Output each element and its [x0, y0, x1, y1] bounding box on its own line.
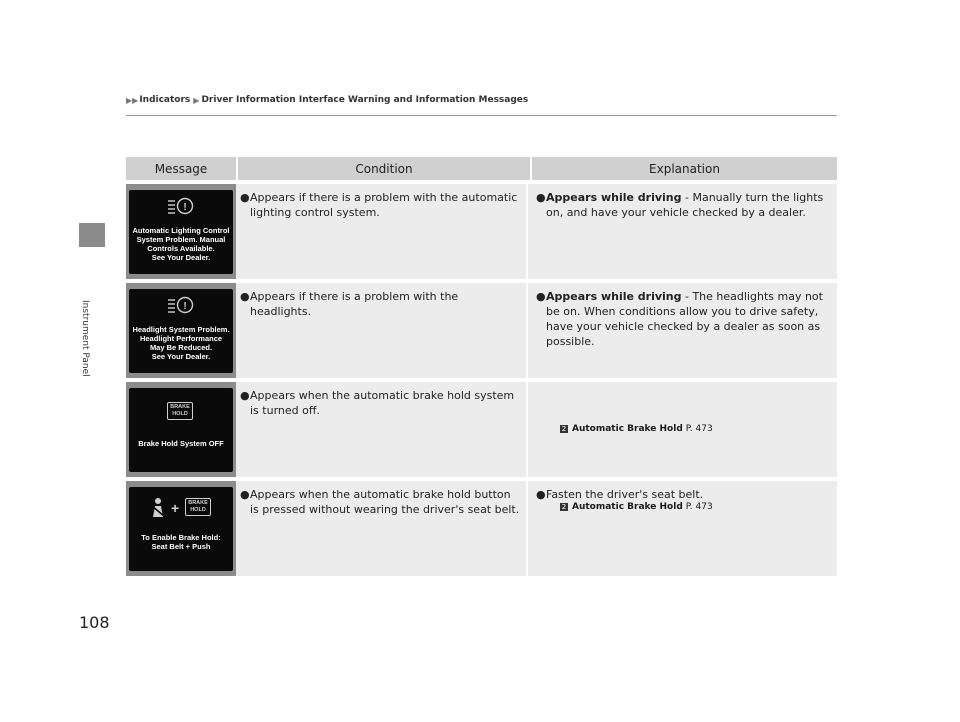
icon-label: HOLD: [172, 410, 188, 417]
screen-message: [129, 226, 233, 262]
condition-cell: [236, 184, 528, 279]
page-number: 108: [79, 613, 110, 632]
icon-label: BRAKE: [188, 499, 208, 506]
message-cell: [126, 184, 236, 279]
icon-label: HOLD: [190, 506, 206, 513]
explanation-text: - Manually turn the lights on, and have your vehicle checked by a dealer.: [546, 191, 824, 219]
message-cell: [126, 382, 236, 477]
brake-hold-icon: [185, 498, 211, 516]
table-row: [126, 382, 837, 477]
explanation-cell: [528, 283, 837, 378]
reference-page[interactable]: P. 473: [685, 424, 713, 434]
bullet-icon: ●: [536, 191, 546, 204]
explanation-cell: [528, 382, 837, 477]
section-tab: [79, 223, 105, 247]
plus-icon: +: [171, 499, 180, 516]
breadcrumb-arrow-icon: ▶: [193, 95, 200, 105]
display-screen: [129, 388, 233, 472]
explanation-text: Fasten the driver's seat belt.: [546, 488, 704, 501]
breadcrumb-item[interactable]: Indicators: [139, 95, 191, 105]
screen-message: [129, 533, 233, 551]
display-screen: [129, 487, 233, 571]
bullet-icon: ●: [240, 488, 250, 501]
condition-cell: [236, 481, 528, 576]
reference-title[interactable]: Automatic Brake Hold: [572, 424, 683, 434]
display-screen: [129, 289, 233, 373]
condition-text: Appears if there is a problem with the headlights.: [250, 290, 459, 318]
svg-text:!: !: [183, 201, 187, 213]
bullet-icon: ●: [240, 191, 250, 204]
screen-message: [129, 325, 233, 361]
column-header-explanation: Explanation: [649, 161, 720, 176]
table-row: [126, 184, 837, 279]
breadcrumb: [126, 95, 528, 105]
screen-line: System Problem. Manual: [136, 234, 226, 244]
condition-text: Appears if there is a problem with the automatic lighting control system.: [250, 191, 518, 219]
section-label: Instrument Panel: [80, 300, 90, 377]
explanation-text: - The headlights may not be on. When conditions allow you to drive safety, have your vehicle checked by a dealer as soon as possible.: [546, 290, 823, 348]
brake-hold-icon: [167, 402, 193, 420]
screen-line: See Your Dealer.: [151, 252, 211, 262]
screen-line: Brake Hold System OFF: [138, 438, 224, 448]
explanation-bold: Appears while driving: [546, 290, 682, 303]
condition-cell: [236, 382, 528, 477]
bullet-icon: ●: [240, 290, 250, 303]
bullet-icon: ●: [240, 389, 250, 402]
condition-text: Appears when the automatic brake hold button is pressed without wearing the driver's seat belt.: [250, 488, 520, 516]
header-divider: [126, 115, 837, 116]
condition-cell: [236, 283, 528, 378]
explanation-cell: [528, 184, 837, 279]
screen-message: [129, 439, 233, 448]
column-header-condition: Condition: [238, 157, 532, 180]
screen-line: See Your Dealer.: [151, 351, 211, 361]
screen-line: To Enable Brake Hold:: [141, 532, 221, 542]
breadcrumb-arrow-icon: ▶▶: [126, 95, 139, 105]
screen-line: Seat Belt + Push: [151, 541, 211, 551]
seatbelt-icon: [147, 497, 169, 519]
table-header: [126, 157, 837, 180]
headlight-warning-icon: [166, 196, 196, 216]
message-cell: [126, 283, 236, 378]
screen-line: May Be Reduced.: [149, 342, 213, 352]
message-cell: [126, 481, 236, 576]
explanation-cell: [528, 481, 837, 576]
svg-text:!: !: [183, 300, 187, 312]
bullet-icon: ●: [536, 290, 546, 303]
table-row: [126, 481, 837, 576]
screen-line: Controls Available.: [147, 243, 215, 253]
screen-line: Automatic Lighting Control: [132, 225, 230, 235]
headlight-warning-icon: [166, 295, 196, 315]
column-header-message: Message: [126, 157, 238, 180]
reference-title[interactable]: Automatic Brake Hold: [572, 502, 683, 512]
explanation-bold: Appears while driving: [546, 191, 682, 204]
condition-text: Appears when the automatic brake hold system is turned off.: [250, 389, 515, 417]
reference-page[interactable]: P. 473: [685, 502, 713, 512]
cross-reference[interactable]: [560, 424, 831, 434]
cross-reference[interactable]: [560, 502, 831, 512]
display-screen: [129, 190, 233, 274]
breadcrumb-item[interactable]: Driver Information Interface Warning and Information Messages: [201, 95, 529, 105]
reference-arrow-icon: 2: [561, 503, 567, 511]
bullet-icon: ●: [536, 488, 546, 501]
reference-arrow-icon: 2: [561, 425, 567, 433]
table-row: [126, 283, 837, 378]
screen-line: Headlight System Problem.: [132, 324, 230, 334]
message-table: [126, 157, 837, 576]
icon-label: BRAKE: [170, 403, 190, 410]
screen-line: Headlight Performance: [139, 333, 223, 343]
